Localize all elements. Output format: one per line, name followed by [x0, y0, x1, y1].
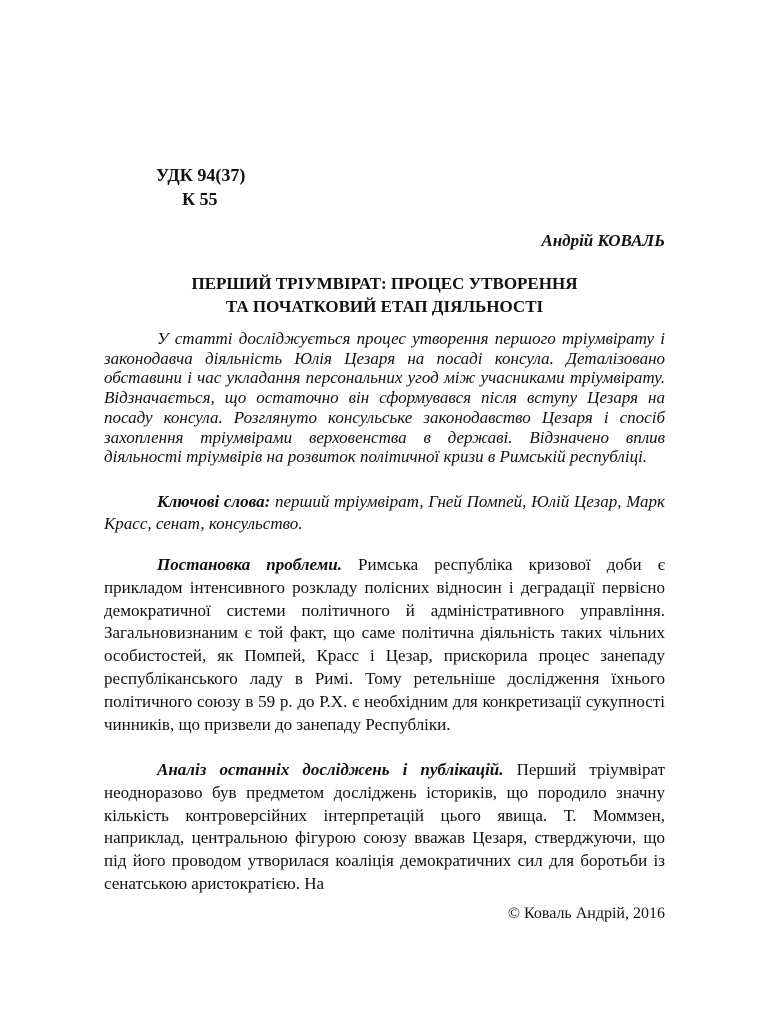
section-literature-review: [104, 759, 665, 896]
article-keywords: [104, 491, 665, 535]
article-title: [104, 272, 665, 318]
article-page: [104, 0, 665, 1024]
title-line-1: ПЕРШИЙ ТРІУМВІРАТ: ПРОЦЕС УТВОРЕННЯ: [191, 274, 578, 293]
title-line-2: ТА ПОЧАТКОВИЙ ЕТАП ДІЯЛЬНОСТІ: [225, 297, 544, 316]
section-literature-heading: Аналіз останніх досліджень і публікацій.: [157, 760, 504, 779]
article-author: Андрій КОВАЛЬ: [541, 231, 665, 250]
copyright-notice: © Коваль Андрій, 2016: [507, 905, 665, 922]
udk-classification: К 55: [182, 189, 218, 209]
article-abstract: У статті досліджується процес утворення першого тріумвірату і законодавча діяльність Юлія Цезаря на посаді консула. Деталізовано обставини і час укладання персональних угод між учасниками тріумвірату. Відзначається, що остаточно він сформувався після вступу Цезаря на посаду консула. Розглянуто консульське законодавство Цезаря і спосіб захоплення тріумвірами верховенства в державі. Відзначено вплив діяльності тріумвірів на розвиток політичної кризи в Римській республіці.: [104, 329, 665, 467]
udk-code: УДК 94(37): [156, 165, 246, 185]
section-problem-text: Римська республіка кризової доби є прикладом інтенсивного розкладу полісних відносин і деградації первісно демократичної системи політичного й адміністративного управління. Загальновизнаним є той факт, що саме політична діяльність таких чільних особистостей, як Помпей, Красс і Цезар, прискорила процес занепаду республіканського ладу в Римі. Тому ретельніше дослідження їхнього політичного союзу в 59 р. до Р.Х. є необхідним для конкретизації сукупності чинників, що призвели до занепаду Республіки.: [104, 555, 665, 734]
keywords-label: Ключові слова:: [157, 492, 271, 511]
section-literature-text: Перший тріумвірат неодноразово був предметом досліджень істориків, що породило значну кількість контроверсійних інтерпретацій цього явища. Т. Моммзен, наприклад, центральною фігурою союзу вважав Цезаря, стверджуючи, що під його проводом утворилася коаліція демократичних сил для боротьби із сенатською аристократією. На: [104, 760, 665, 893]
section-problem-statement: [104, 554, 665, 736]
keywords-text: перший тріумвірат, Гней Помпей, Юлій Цезар, Марк Красс, сенат, консульство.: [104, 492, 666, 533]
udk-block: [156, 163, 245, 211]
section-problem-heading: Постановка проблеми.: [157, 555, 342, 574]
